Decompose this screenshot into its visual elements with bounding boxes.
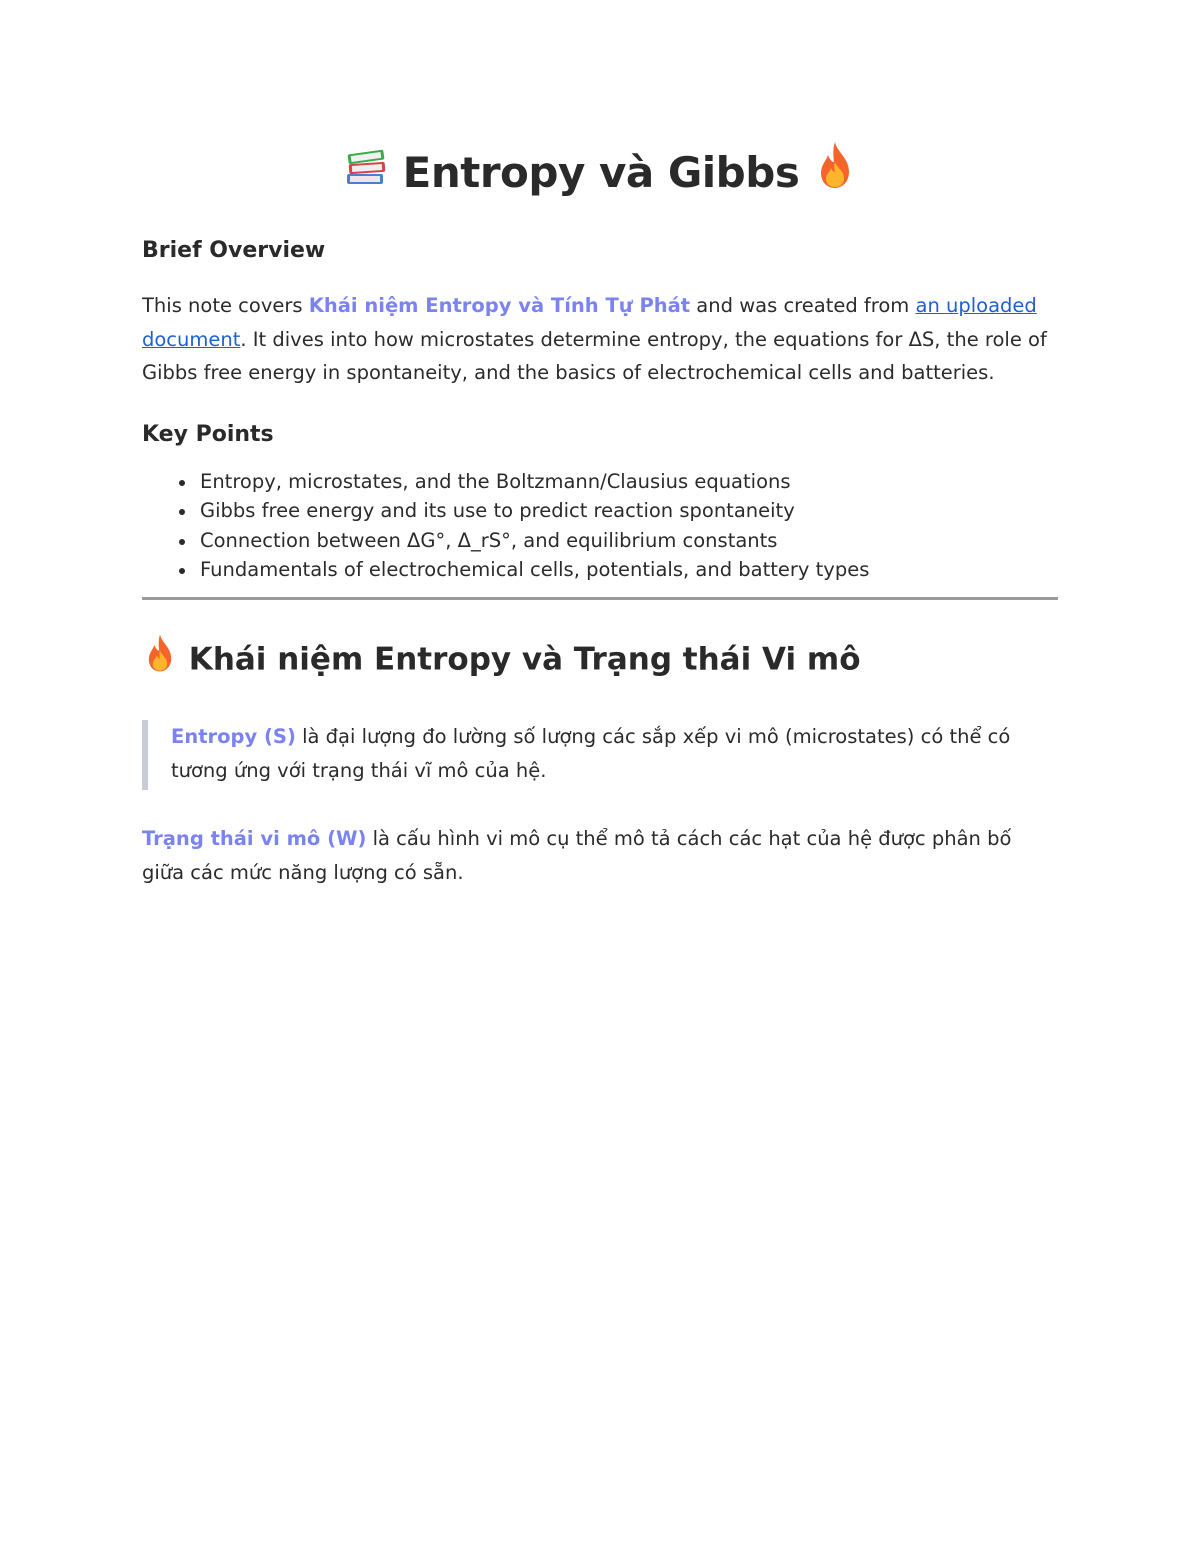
bullet-icon: [179, 509, 185, 515]
section-heading-text: Khái niệm Entropy và Trạng thái Vi mô: [188, 641, 861, 678]
list-item: [200, 526, 1060, 555]
overview-topic-highlight: Khái niệm Entropy và Tính Tự Phát: [308, 294, 691, 317]
title-text: Entropy và Gibbs: [402, 148, 800, 197]
fire-icon: [813, 140, 857, 211]
overview-paragraph: [142, 289, 1058, 390]
list-item-text: Gibbs free energy and its use to predict reaction spontaneity: [200, 499, 795, 523]
entropy-definition: là đại lượng đo lường số lượng các sắp xếp vi mô (microstates) có thể có tương ứng với trạng thái vĩ mô của hệ.: [171, 725, 1011, 782]
bullet-icon: [179, 568, 185, 574]
list-item: [200, 555, 1060, 584]
uploaded-document-link[interactable]: an uploaded document: [142, 294, 1037, 351]
entropy-term: Entropy (S): [171, 725, 296, 748]
overview-text-end: . It dives into how microstates determine entropy, the equations for ΔS, the role of Gibbs free energy in spontaneity, and the basics of electrochemical cells and batteries.: [142, 327, 1047, 384]
microstate-term: Trạng thái vi mô (W): [142, 827, 367, 850]
key-points-list: [142, 467, 1060, 584]
microstate-definition: là cấu hình vi mô cụ thể mô tả cách các hạt của hệ được phân bố giữa các mức năng lượng có sẵn.: [142, 827, 1012, 884]
definition-blockquote: [142, 720, 1058, 790]
fire-icon: [142, 633, 178, 689]
list-item: [200, 496, 1060, 525]
list-item: [200, 467, 1060, 496]
books-icon: [343, 141, 389, 211]
overview-text-middle: and was created from: [690, 294, 916, 317]
section-divider: [142, 597, 1058, 600]
section-heading: [142, 633, 861, 689]
bullet-icon: [179, 539, 185, 545]
list-item-text: Connection between ΔG°, Δ_rS°, and equilibrium constants: [200, 528, 778, 552]
overview-heading: Brief Overview: [142, 238, 326, 263]
list-item-text: Fundamentals of electrochemical cells, potentials, and battery types: [200, 557, 870, 581]
blockquote-bar: [142, 720, 148, 790]
microstate-paragraph: [142, 822, 1058, 889]
blockquote-text: [171, 720, 1051, 787]
bullet-icon: [179, 480, 185, 486]
overview-text-start: This note covers: [142, 294, 309, 317]
key-points-heading: Key Points: [142, 422, 274, 447]
page-title: [142, 138, 1058, 211]
list-item-text: Entropy, microstates, and the Boltzmann/Clausius equations: [200, 470, 791, 493]
